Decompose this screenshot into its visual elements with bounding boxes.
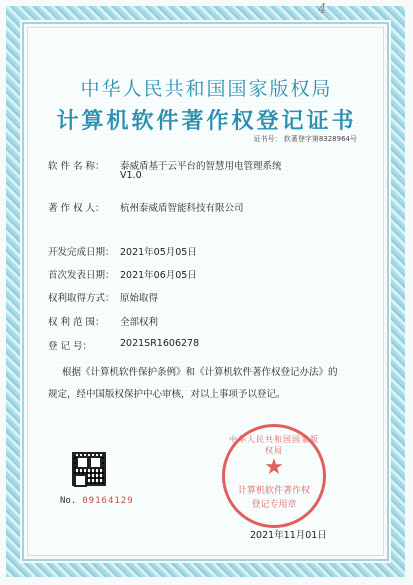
field-completion-date — [48, 244, 197, 258]
field-label: 权 利 范 围： — [48, 317, 105, 328]
certificate-title: 计算机软件著作权登记证书 — [56, 108, 357, 134]
field-value: V1.0 — [120, 170, 142, 181]
star-icon: ★ — [264, 455, 284, 480]
field-value: 2021年06月05日 — [120, 270, 197, 281]
qr-finder — [74, 474, 87, 487]
serial-number — [60, 496, 134, 506]
field-label: 软 件 名 称： — [48, 161, 105, 172]
field-label: 权利取得方式： — [48, 293, 115, 304]
statement-line-1: 根据《计算机软件保护条例》和《计算机软件著作权登记办法》的 — [62, 367, 338, 378]
field-label: 开发完成日期： — [48, 247, 115, 258]
field-value: 全部权利 — [120, 317, 159, 328]
field-label: 登 记 号： — [48, 341, 93, 352]
serial-prefix: No. — [60, 496, 77, 506]
field-publish-date — [48, 267, 197, 281]
seal-line-2: 登记专用章 — [251, 500, 297, 510]
certificate-number: 证书号： 软著登字第8328964号 — [253, 135, 357, 143]
field-value: 泰威盾基于云平台的智慧用电管理系统 — [120, 161, 282, 172]
field-registration-no — [48, 338, 199, 352]
handwritten-mark: 4 — [318, 2, 327, 17]
issuer-title: 中华人民共和国国家版权局 — [80, 78, 333, 100]
field-label: 著 作 权 人： — [48, 203, 105, 214]
field-copyright-owner — [48, 200, 244, 214]
field-label: 首次发表日期： — [48, 270, 115, 281]
seal-line-1: 计算机软件著作权 — [237, 486, 310, 496]
field-rights-scope — [48, 314, 158, 328]
statement-line-2: 规定，经中国版权保护中心审核，对以上事项予以登记。 — [48, 389, 286, 400]
issue-date: 2021年11月01日 — [250, 530, 327, 541]
seal-ring-text: 中华人民共和国国家版权局 — [229, 435, 319, 455]
official-seal — [222, 424, 326, 528]
field-value: 原始取得 — [120, 293, 159, 304]
field-version — [48, 170, 142, 181]
serial-value: 09164129 — [82, 496, 134, 506]
field-acquisition-method — [48, 290, 158, 304]
field-value: 2021年05月05日 — [120, 247, 197, 258]
field-value: 2021SR1606278 — [120, 338, 200, 349]
field-label — [48, 170, 120, 181]
field-value: 杭州泰威盾智能科技有限公司 — [120, 203, 244, 214]
